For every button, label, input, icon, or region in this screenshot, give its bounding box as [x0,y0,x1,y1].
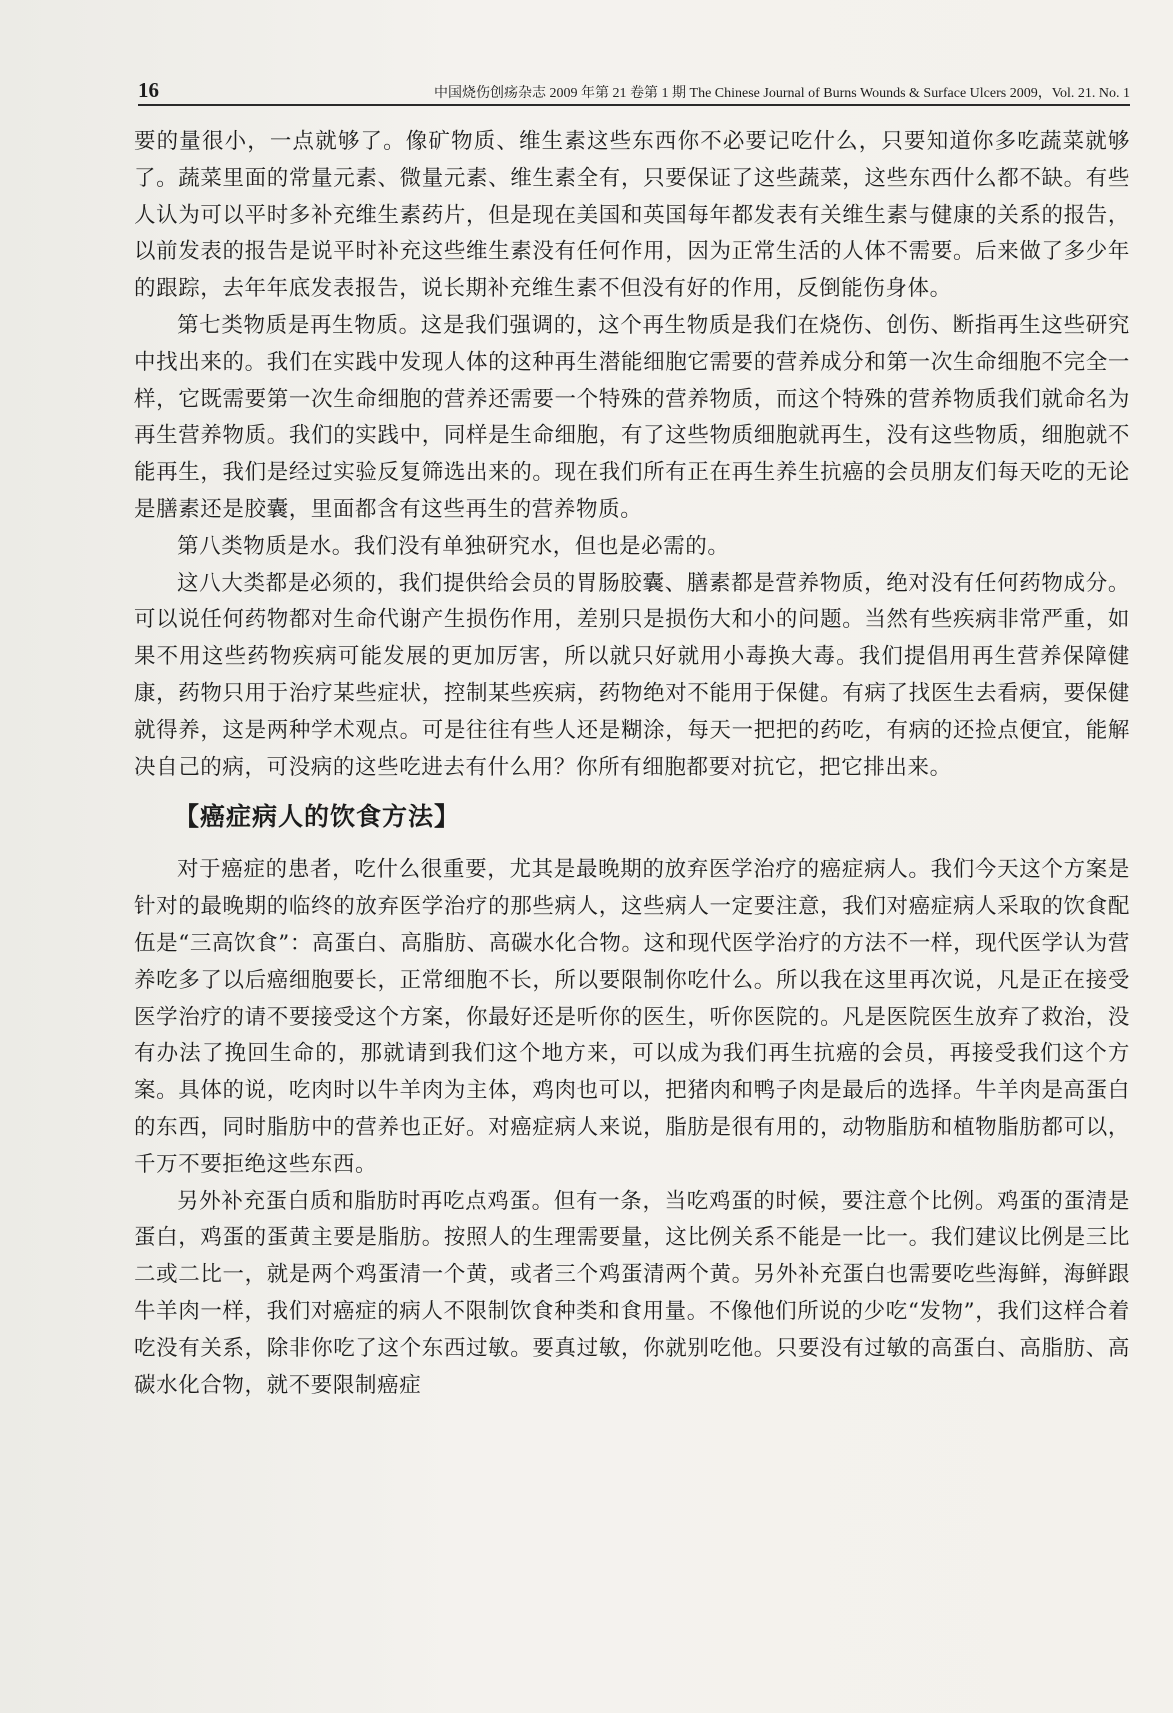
running-header [138,78,1130,106]
paragraph: 第八类物质是水。我们没有单独研究水，但也是必需的。 [177,533,730,559]
article-body [134,124,1130,1404]
paragraph: 这八大类都是必须的，我们提供给会员的胃肠胶囊、膳素都是营养物质，绝对没有任何药物成分。可以说任何药物都对生命代谢产生损伤作用，差别只是损伤大和小的问题。当然有些疾病非常严重，如果不用这些药物疾病可能发展的更加厉害，所以就只好就用小毒换大毒。我们提倡用再生营养保障健康，药物只用于治疗某些症状，控制某些疾病，药物绝对不能用于保健。有病了找医生去看病，要保健就得养，这是两种学术观点。可是往往有些人还是糊涂，每天一把把的药吃，有病的还捡点便宜，能解决自己的病，可没病的这些吃进去有什么用？你所有细胞都要对抗它，把它排出来。 [134,570,1130,780]
paragraph: 第七类物质是再生物质。这是我们强调的，这个再生物质是我们在烧伤、创伤、断指再生这些研究中找出来的。我们在实践中发现人体的这种再生潜能细胞它需要的营养成分和第一次生命细胞不完全一样，它既需要第一次生命细胞的营养还需要一个特殊的营养物质，而这个特殊的营养物质我们就命名为再生营养物质。我们的实践中，同样是生命细胞，有了这些物质细胞就再生，没有这些物质，细胞就不能再生，我们是经过实验反复筛选出来的。现在我们所有正在再生养生抗癌的会员朋友们每天吃的无论是膳素还是胶囊，里面都含有这些再生的营养物质。 [134,312,1130,522]
section-heading: 【癌症病人的饮食方法】 [174,802,461,832]
paragraph: 对于癌症的患者，吃什么很重要，尤其是最晚期的放弃医学治疗的癌症病人。我们今天这个方案是针对的最晚期的临终的放弃医学治疗的那些病人，这些病人一定要注意，我们对癌症病人采取的饮食配伍是“三高饮食”：高蛋白、高脂肪、高碳水化合物。这和现代医学治疗的方法不一样，现代医学认为营养吃多了以后癌细胞要长，正常细胞不长，所以要限制你吃什么。所以我在这里再次说，凡是正在接受医学治疗的请不要接受这个方案，你最好还是听你的医生，听你医院的。凡是医院医生放弃了救治，没有办法了挽回生命的，那就请到我们这个地方来，可以成为我们再生抗癌的会员，再接受我们这个方案。具体的说，吃肉时以牛羊肉为主体，鸡肉也可以，把猪肉和鸭子肉是最后的选择。牛羊肉是高蛋白的东西，同时脂肪中的营养也正好。对癌症病人来说，脂肪是很有用的，动物脂肪和植物脂肪都可以，千万不要拒绝这些东西。 [134,857,1130,1177]
paragraph: 要的量很小，一点就够了。像矿物质、维生素这些东西你不必要记吃什么，只要知道你多吃蔬菜就够了。蔬菜里面的常量元素、微量元素、维生素全有，只要保证了这些蔬菜，这些东西什么都不缺。有些人认为可以平时多补充维生素药片，但是现在美国和英国每年都发表有关维生素与健康的关系的报告，以前发表的报告是说平时补充这些维生素没有任何作用，因为正常生活的人体不需要。后来做了多少年的跟踪，去年年底发表报告，说长期补充维生素不但没有好的作用，反倒能伤身体。 [134,129,1130,302]
journal-citation: 中国烧伤创疡杂志 2009 年第 21 卷第 1 期 The Chinese Journal of Burns Wounds & Surface Ulcers 2009，Vol. 21. No. 1 [434,86,1130,101]
paragraph: 另外补充蛋白质和脂肪时再吃点鸡蛋。但有一条，当吃鸡蛋的时候，要注意个比例。鸡蛋的蛋清是蛋白，鸡蛋的蛋黄主要是脂肪。按照人的生理需要量，这比例关系不能是一比一。我们建议比例是三比二或二比一，就是两个鸡蛋清一个黄，或者三个鸡蛋清两个黄。另外补充蛋白也需要吃些海鲜，海鲜跟牛羊肉一样，我们对癌症的病人不限制饮食种类和食用量。不像他们所说的少吃“发物”，我们这样合着吃没有关系，除非你吃了这个东西过敏。要真过敏，你就别吃他。只要没有过敏的高蛋白、高脂肪、高碳水化合物，就不要限制癌症 [134,1188,1130,1398]
page-number: 16 [138,78,159,102]
